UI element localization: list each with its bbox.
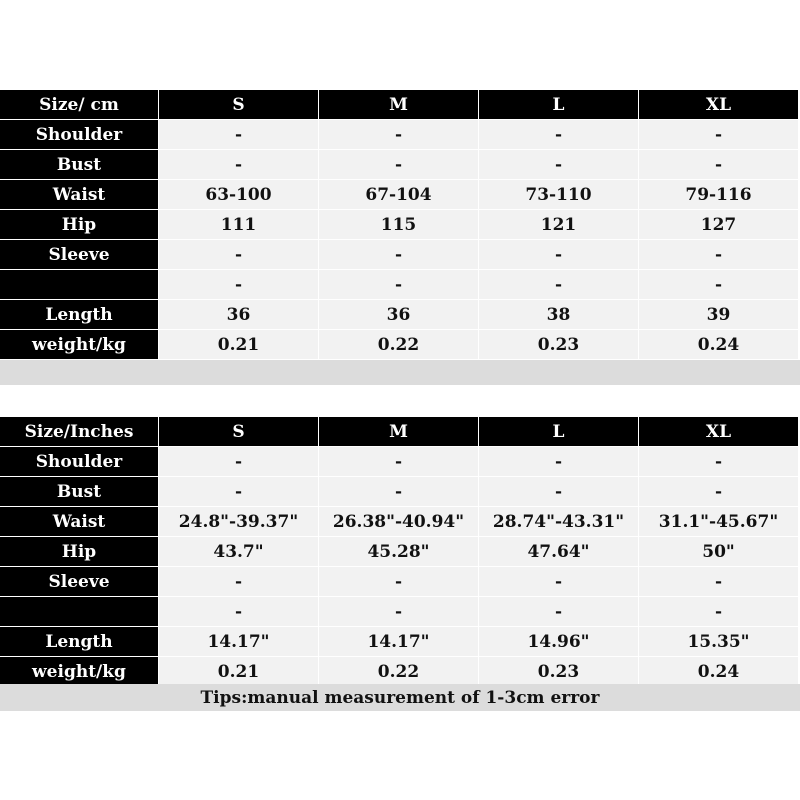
table-cell: - xyxy=(639,477,799,507)
table-cell: - xyxy=(159,120,319,150)
table-cell: 0.23 xyxy=(479,330,639,360)
table-cell: - xyxy=(159,567,319,597)
table-cell: 31.1"-45.67" xyxy=(639,507,799,537)
table-row xyxy=(0,240,800,270)
size-table-inches xyxy=(0,417,800,687)
row-label: Sleeve xyxy=(0,567,159,597)
row-label: Length xyxy=(0,627,159,657)
table-cell: 63-100 xyxy=(159,180,319,210)
table-cell: 14.96" xyxy=(479,627,639,657)
table-cell: 14.17" xyxy=(319,627,479,657)
row-label xyxy=(0,597,159,627)
table-row xyxy=(0,567,800,597)
table-cell: - xyxy=(639,150,799,180)
row-label: Waist xyxy=(0,507,159,537)
table-cell: 0.21 xyxy=(159,330,319,360)
table-header-row xyxy=(0,417,800,447)
table-cell: 121 xyxy=(479,210,639,240)
table-cell: 36 xyxy=(319,300,479,330)
table-cell: - xyxy=(159,270,319,300)
header-cell: M xyxy=(319,417,479,447)
table-row xyxy=(0,657,800,687)
table-row xyxy=(0,537,800,567)
table-row xyxy=(0,180,800,210)
table-cell: - xyxy=(479,240,639,270)
row-label: Bust xyxy=(0,477,159,507)
table-cell: - xyxy=(479,597,639,627)
row-label: Hip xyxy=(0,210,159,240)
table-row xyxy=(0,120,800,150)
table-cell: 0.22 xyxy=(319,330,479,360)
table-cell: 15.35" xyxy=(639,627,799,657)
table-cell: - xyxy=(159,597,319,627)
measurement-tip: Tips:manual measurement of 1-3cm error xyxy=(0,684,800,711)
table-row xyxy=(0,150,800,180)
table-cell: 39 xyxy=(639,300,799,330)
table-cell: 14.17" xyxy=(159,627,319,657)
table-row xyxy=(0,477,800,507)
row-label: Shoulder xyxy=(0,447,159,477)
table-cell: - xyxy=(639,567,799,597)
table-row xyxy=(0,330,800,360)
table-cell: - xyxy=(319,567,479,597)
row-label: weight/kg xyxy=(0,657,159,687)
table-cell: - xyxy=(319,477,479,507)
table-cell: 115 xyxy=(319,210,479,240)
table-cell: - xyxy=(479,120,639,150)
table-cell: - xyxy=(319,597,479,627)
table-cell: 0.24 xyxy=(639,330,799,360)
table-cell: 26.38"-40.94" xyxy=(319,507,479,537)
table-cell: - xyxy=(479,567,639,597)
header-cell: S xyxy=(159,417,319,447)
table-cell: 36 xyxy=(159,300,319,330)
table-cell: 43.7" xyxy=(159,537,319,567)
header-cell: XL xyxy=(639,90,799,120)
table-cell: 38 xyxy=(479,300,639,330)
row-label: weight/kg xyxy=(0,330,159,360)
table-cell: 67-104 xyxy=(319,180,479,210)
table-cell: - xyxy=(319,270,479,300)
header-cell: Size/Inches xyxy=(0,417,159,447)
table-cell: - xyxy=(319,120,479,150)
table-cell: - xyxy=(159,477,319,507)
table-cell: - xyxy=(479,270,639,300)
table-cell: 0.24 xyxy=(639,657,799,687)
table-cell: 47.64" xyxy=(479,537,639,567)
table-cell: 45.28" xyxy=(319,537,479,567)
table-cell: 24.8"-39.37" xyxy=(159,507,319,537)
table-cell: - xyxy=(639,270,799,300)
table-header-row xyxy=(0,90,800,120)
header-cell: L xyxy=(479,90,639,120)
table-cell: - xyxy=(639,447,799,477)
table-cell: 0.23 xyxy=(479,657,639,687)
row-label: Sleeve xyxy=(0,240,159,270)
table-cell: - xyxy=(159,150,319,180)
table-cell: - xyxy=(319,240,479,270)
table-cell: - xyxy=(159,240,319,270)
table-row xyxy=(0,627,800,657)
table-cell: - xyxy=(639,597,799,627)
size-table-cm xyxy=(0,90,800,360)
table-cell: 50" xyxy=(639,537,799,567)
row-label: Length xyxy=(0,300,159,330)
row-label: Bust xyxy=(0,150,159,180)
gray-divider-band xyxy=(0,360,800,385)
table-row xyxy=(0,300,800,330)
table-cell: 28.74"-43.31" xyxy=(479,507,639,537)
table-cell: 111 xyxy=(159,210,319,240)
header-cell: XL xyxy=(639,417,799,447)
header-cell: L xyxy=(479,417,639,447)
row-label: Hip xyxy=(0,537,159,567)
header-cell: Size/ cm xyxy=(0,90,159,120)
table-cell: 0.22 xyxy=(319,657,479,687)
table-cell: 73-110 xyxy=(479,180,639,210)
table-cell: - xyxy=(479,150,639,180)
table-cell: 79-116 xyxy=(639,180,799,210)
table-row xyxy=(0,270,800,300)
table-cell: 0.21 xyxy=(159,657,319,687)
header-cell: M xyxy=(319,90,479,120)
table-cell: - xyxy=(639,240,799,270)
table-cell: - xyxy=(319,150,479,180)
header-cell: S xyxy=(159,90,319,120)
table-cell: - xyxy=(159,447,319,477)
table-cell: - xyxy=(639,120,799,150)
row-label: Shoulder xyxy=(0,120,159,150)
row-label: Waist xyxy=(0,180,159,210)
row-label xyxy=(0,270,159,300)
table-row xyxy=(0,597,800,627)
table-cell: - xyxy=(479,447,639,477)
table-cell: - xyxy=(319,447,479,477)
table-row xyxy=(0,447,800,477)
table-row xyxy=(0,210,800,240)
table-cell: 127 xyxy=(639,210,799,240)
table-cell: - xyxy=(479,477,639,507)
table-row xyxy=(0,507,800,537)
